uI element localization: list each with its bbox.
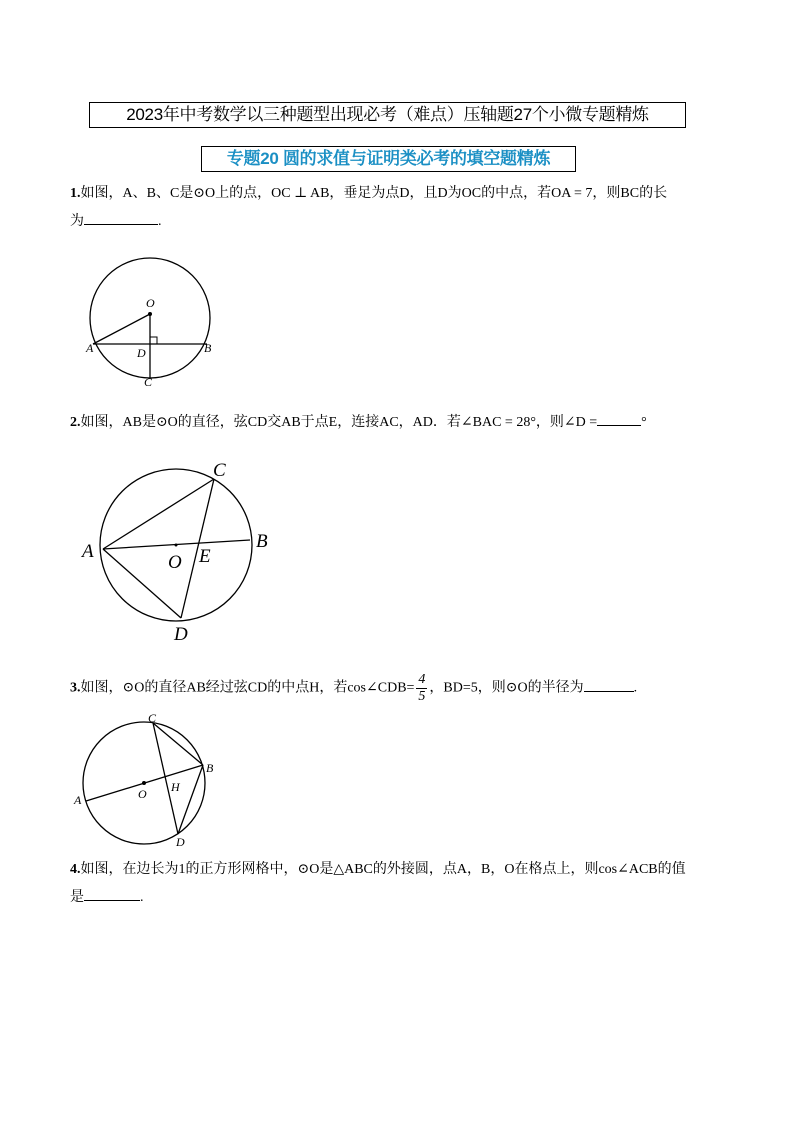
question-4: 4.如图，在边长为1的正方形网格中，⊙O是△ABC的外接圆，点A，B，O在格点上，则cos∠ACB的值 是 . xyxy=(70,862,686,905)
document-title: 2023年中考数学以三种题型出现必考（难点）压轴题27个小微专题精炼 xyxy=(89,102,686,128)
label-b: B xyxy=(256,531,268,552)
label-d: D xyxy=(174,624,188,645)
section-title: 专题20 圆的求值与证明类必考的填空题精炼 xyxy=(201,146,576,172)
figure-3 xyxy=(68,710,228,852)
question-text: 如图，A、B、C是⊙O上的点，OC ⊥ AB，垂足为点D，且D为OC的中点，若OA = 7，则BC的长 xyxy=(80,186,668,201)
label-c: C xyxy=(148,711,157,725)
question-text: 如图，AB是⊙O的直径，弦CD交AB于点E，连接AC，AD．若∠BAC = 28°，则∠D = xyxy=(80,415,598,430)
label-h: H xyxy=(171,780,180,794)
question-2: 2.如图，AB是⊙O的直径，弦CD交AB于点E，连接AC，AD．若∠BAC = 28°，则∠D = ° xyxy=(70,409,647,437)
question-number: 2. xyxy=(70,415,81,430)
fraction: $\frac{4}{5}$ xyxy=(418,672,426,704)
label-a: A xyxy=(82,541,94,562)
label-c: C xyxy=(213,460,226,481)
label-a: A xyxy=(86,341,94,355)
label-o: O xyxy=(138,787,147,801)
question-1: 1.如图，A、B、C是⊙O上的点，OC ⊥ AB，垂足为点D，且D为OC的中点，若OA = 7，则BC的长 为 . xyxy=(70,186,668,229)
label-d: D xyxy=(137,346,146,360)
answer-blank[interactable] xyxy=(84,210,158,225)
answer-blank[interactable] xyxy=(84,886,140,901)
figure-1 xyxy=(80,250,220,395)
question-text: 如图，⊙O的直径AB经过弦CD的中点H，若cos∠CDB= xyxy=(80,680,415,696)
question-number: 1. xyxy=(70,186,81,201)
label-d: D xyxy=(176,835,185,849)
question-text-cont: 是 xyxy=(70,890,84,905)
answer-blank[interactable] xyxy=(584,677,634,692)
label-c: C xyxy=(144,375,153,389)
question-text: 如图，在边长为1的正方形网格中，⊙O是△ABC的外接圆，点A，B，O在格点上，则cos∠ACB的值 xyxy=(80,862,686,877)
question-text-cont: 为 xyxy=(70,214,84,229)
label-e: E xyxy=(199,546,211,567)
label-b: B xyxy=(204,341,212,355)
question-number: 4. xyxy=(70,862,81,877)
question-text-cont: ，BD=5，则⊙O的半径为 xyxy=(429,680,584,696)
label-o: O xyxy=(146,296,155,310)
question-number: 3. xyxy=(70,680,81,696)
question-3: 3.如图，⊙O的直径AB经过弦CD的中点H，若cos∠CDB= $\frac{4}{5}$ ，BD=5，则⊙O的半径为 . xyxy=(70,672,638,704)
figure-2 xyxy=(78,458,288,648)
label-o: O xyxy=(168,552,182,573)
label-b: B xyxy=(206,761,214,775)
label-a: A xyxy=(74,793,82,807)
answer-blank[interactable] xyxy=(597,411,641,426)
